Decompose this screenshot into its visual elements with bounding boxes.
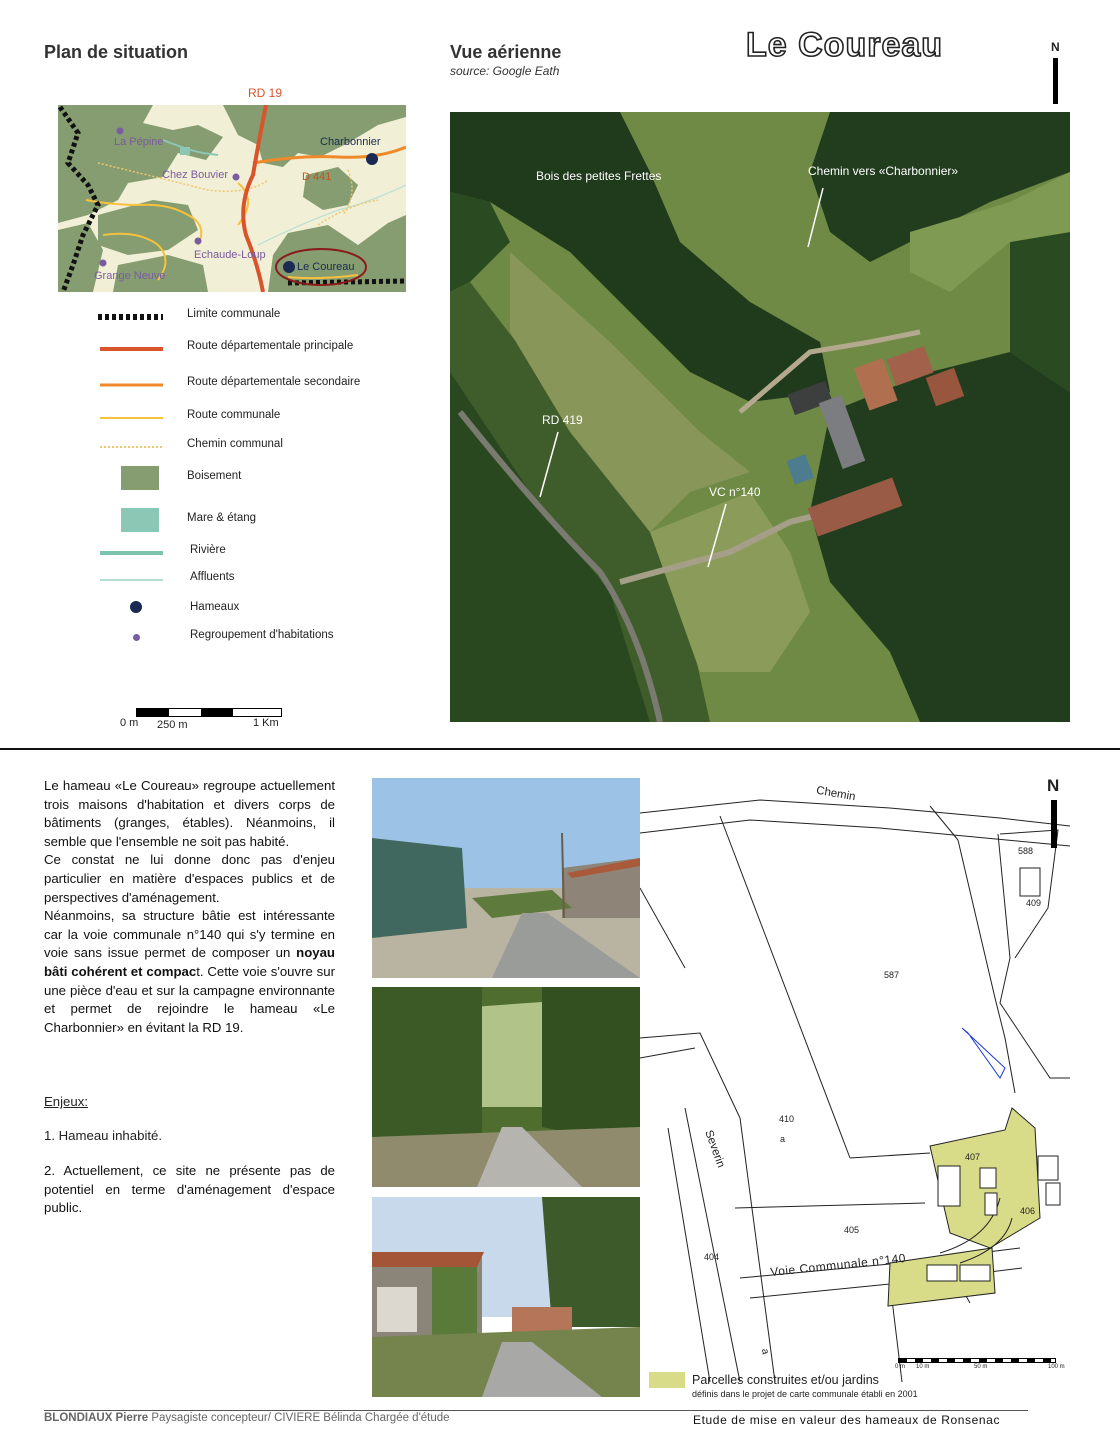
parcel-409: 409 [1026, 898, 1042, 908]
parcel-legend-swatch [649, 1372, 685, 1388]
legend-mare [95, 508, 395, 534]
cadastre-plan [640, 778, 1070, 1382]
cadastre-label-chemin: Chemin [815, 784, 857, 804]
enjeux-title: Enjeux: [44, 1094, 88, 1109]
map-label-d441: D 441 [302, 171, 332, 183]
aerial-label-vc140: VC n°140 [709, 485, 761, 499]
scalebar [136, 708, 282, 717]
legend-rd-secondaire [95, 372, 395, 398]
legend-label: Route départementale secondaire [187, 376, 361, 388]
legend-label: Affluents [190, 571, 235, 583]
legend-label: Regroupement d'habitations [190, 629, 334, 641]
parcel-587: 587 [884, 970, 900, 980]
aerial-label-bois: Bois des petites Frettes [536, 169, 662, 183]
photo-tree-lane [372, 987, 640, 1187]
legend-label: Hameaux [190, 601, 240, 613]
section-divider [0, 748, 1120, 750]
cadastre-label-severin: Severin [702, 1128, 727, 1170]
cadastre-north-arrow-icon [1051, 800, 1057, 848]
footer-divider [44, 1410, 1028, 1411]
legend-label: Boisement [187, 470, 242, 482]
map-place-charbonnier: Charbonnier [320, 136, 381, 148]
plan-title: Plan de situation [44, 42, 189, 62]
legend-label: Route communale [187, 409, 281, 421]
purple-dot-icon [133, 634, 140, 641]
cadastre-scalebar [898, 1358, 1056, 1363]
scalebar-end: 1 Km [253, 717, 279, 729]
cadastre-scale-10: 10 m [916, 1364, 930, 1370]
page-title: Le Coureau [746, 26, 944, 64]
cadastre-drawing [640, 778, 1070, 1382]
legend-rd-principale [95, 336, 395, 362]
legend-affluents [95, 567, 395, 593]
legend-label: Limite communale [187, 308, 281, 320]
legend-route-communale [95, 405, 395, 431]
aerial-photo [450, 112, 1070, 722]
legend-regroupement [95, 625, 395, 651]
legend-label: Rivière [190, 544, 226, 556]
cadastre-scale-50: 50 m [974, 1364, 988, 1370]
footer-project: Etude de mise en valeur des hameaux de Ronsenac [693, 1413, 1001, 1427]
cadastre-mark-a1: a [780, 1134, 786, 1144]
photo-farm-road [372, 778, 640, 978]
parcel-588: 588 [1018, 846, 1034, 856]
parcel-legend-sub: définis dans le projet de carte communale établi en 2001 [692, 1389, 918, 1399]
map-place-grange-neuve: Grange Neuve [94, 270, 166, 282]
map-label-rd19: RD 19 [248, 86, 283, 100]
aerial-leader-lines [450, 112, 1070, 722]
scalebar-start: 0 m [120, 717, 139, 729]
aerial-label-chemin: Chemin vers «Charbonnier» [808, 164, 959, 178]
legend-label: Chemin communal [187, 438, 283, 450]
north-label: N [1051, 40, 1060, 54]
situation-map [58, 105, 406, 292]
cadastre-mark-a2: a [758, 1347, 771, 1356]
paragraph-2: Ce constat ne lui donne donc pas d'enjeu particulier en matière d'espaces publics et de perspectives d'aménagement. [44, 852, 335, 905]
scalebar-mid: 250 m [157, 719, 188, 731]
north-arrow-icon [1053, 58, 1058, 104]
enjeu-2: 2. Actuellement, ce site ne présente pas de potentiel en terme d'aménagement d'espace public. [44, 1163, 335, 1216]
legend-chemin-communal [95, 434, 395, 460]
map-place-echaude-loup: Echaude-Loup [194, 249, 266, 261]
legend-label: Route départementale principale [187, 340, 354, 352]
parcel-405: 405 [844, 1225, 860, 1235]
legend-hameaux [95, 597, 395, 623]
cadastre-scale-0: 0 m [895, 1364, 906, 1370]
description-text [44, 777, 335, 1037]
legend-label: Mare & étang [187, 512, 257, 524]
aerial-title: Vue aérienne [450, 42, 562, 62]
map-place-chez-bouvier: Chez Bouvier [162, 169, 229, 181]
legend-boisement [95, 466, 395, 492]
legend-limite [95, 304, 395, 330]
parcel-404: 404 [704, 1252, 720, 1262]
navy-dot-icon [130, 601, 142, 613]
enjeu-1: 1. Hameau inhabité. [44, 1128, 163, 1143]
cadastre-label-voie: Voie Communale n°140 [769, 1250, 907, 1280]
footer-author: BLONDIAUX Pierre Paysagiste concepteur/ CIVIERE Bélinda Chargée d'étude [44, 1412, 450, 1424]
parcel-legend-label: Parcelles construites et/ou jardins [692, 1373, 879, 1387]
map-place-le-coureau: Le Coureau [297, 261, 355, 273]
cadastre-scale-100: 100 m [1048, 1364, 1065, 1370]
photo-barn-road [372, 1197, 640, 1397]
parcel-406: 406 [1020, 1206, 1036, 1216]
cadastre-north-label: N [1047, 776, 1060, 795]
paragraph-3: Néanmoins, sa structure bâtie est intéressante car la voie communale n°140 qui s'y termine en voie sans issue permet de composer un noyau bâti cohérent et compact. Cette voie s'ouvre sur une pièce d'eau et sur la campagne environnante et permet de rejoindre le hameau «Le Charbonnier» en évitant la RD 19. [44, 908, 335, 1035]
legend-riviere [95, 540, 395, 566]
parcel-407: 407 [965, 1152, 981, 1162]
parcel-410: 410 [779, 1114, 795, 1124]
paragraph-1: Le hameau «Le Coureau» regroupe actuellement trois maisons d'habitation et divers corps de bâtiments (granges, étables). Néanmoins, il semble que l'ensemble ne soit pas habité. [44, 778, 335, 849]
map-place-la-pepine: La Pépine [114, 136, 164, 148]
aerial-label-rd419: RD 419 [542, 413, 583, 427]
aerial-source: source: Google Eath [450, 64, 560, 78]
